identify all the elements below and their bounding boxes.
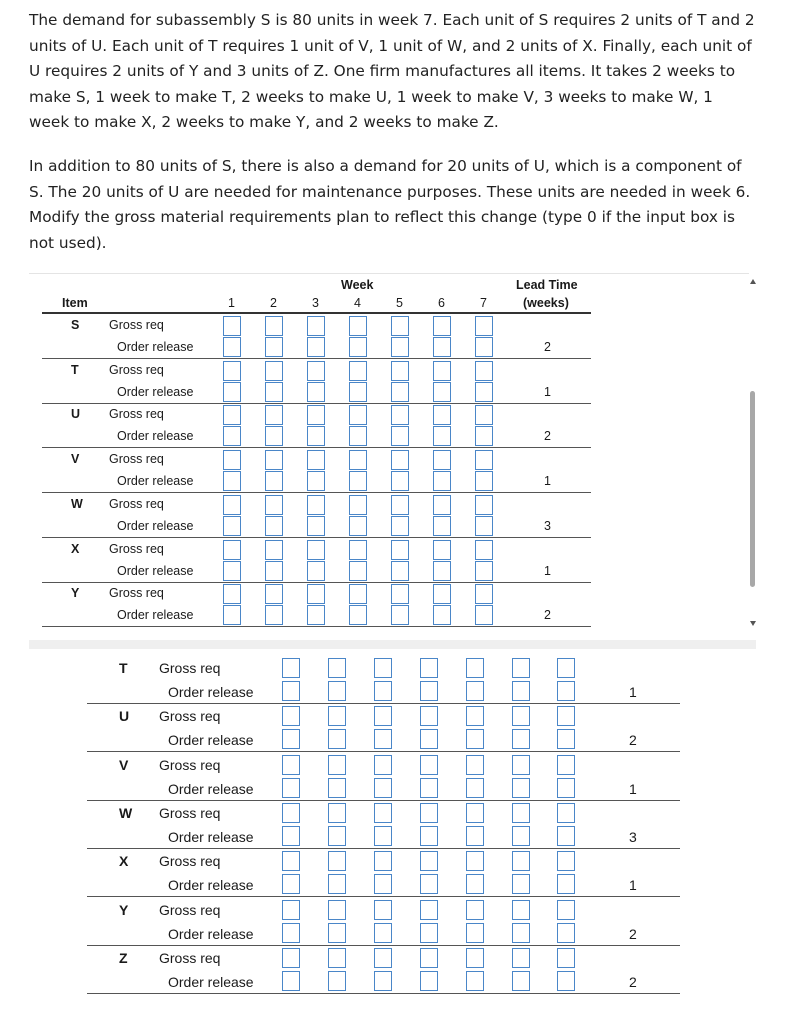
order-release-input-t-week-5[interactable]: [391, 382, 409, 402]
order-release-input-z-col-3[interactable]: [374, 971, 392, 991]
row-divider: [87, 800, 680, 801]
gross-req-input-t-week-6[interactable]: [433, 361, 451, 381]
order-release-label: Order release: [117, 429, 194, 444]
order-release-input-w-col-4[interactable]: [420, 826, 438, 846]
gross-req-input-y-week-7[interactable]: [475, 584, 493, 604]
order-release-label: Order release: [168, 732, 254, 749]
gross-req-input-t-col-6[interactable]: [512, 658, 530, 678]
gross-req-input-t-col-1[interactable]: [282, 658, 300, 678]
order-release-input-y-week-5[interactable]: [391, 605, 409, 625]
order-release-input-u-col-3[interactable]: [374, 729, 392, 749]
gross-req-input-z-col-5[interactable]: [466, 948, 484, 968]
gross-req-input-x-week-3[interactable]: [307, 540, 325, 560]
gross-req-label: Gross req: [159, 853, 221, 870]
order-release-input-x-col-4[interactable]: [420, 874, 438, 894]
order-release-input-u-col-1[interactable]: [282, 729, 300, 749]
order-release-input-t-week-3[interactable]: [307, 382, 325, 402]
gross-req-label: Gross req: [159, 949, 221, 966]
order-release-input-v-week-2[interactable]: [265, 471, 283, 491]
gross-req-input-u-week-4[interactable]: [349, 405, 367, 425]
lead-time-w: 3: [544, 518, 551, 533]
lead-time-v: 1: [629, 780, 637, 797]
gross-req-input-x-col-2[interactable]: [328, 851, 346, 871]
week-number-3: 3: [312, 296, 319, 310]
mrp-table-upper: [29, 273, 749, 636]
order-release-input-v-week-7[interactable]: [475, 471, 493, 491]
order-release-input-s-week-3[interactable]: [307, 337, 325, 357]
vertical-scrollbar[interactable]: [749, 273, 759, 635]
gross-req-label: Gross req: [109, 318, 164, 332]
gross-req-input-t-week-3[interactable]: [307, 361, 325, 381]
order-release-label: Order release: [168, 925, 254, 942]
lead-time-y: 2: [629, 925, 637, 942]
gross-req-input-u-col-2[interactable]: [328, 706, 346, 726]
gross-req-input-x-col-3[interactable]: [374, 851, 392, 871]
gross-req-input-y-col-7[interactable]: [557, 900, 575, 920]
lead-time-t: 1: [544, 384, 551, 399]
gross-req-input-v-col-4[interactable]: [420, 755, 438, 775]
order-release-input-u-week-2[interactable]: [265, 426, 283, 446]
order-release-input-s-week-7[interactable]: [475, 337, 493, 357]
order-release-input-u-col-2[interactable]: [328, 729, 346, 749]
order-release-input-x-col-2[interactable]: [328, 874, 346, 894]
gross-req-input-u-col-1[interactable]: [282, 706, 300, 726]
gross-req-label: Gross req: [109, 362, 164, 377]
order-release-input-v-week-6[interactable]: [433, 471, 451, 491]
order-release-input-t-col-2[interactable]: [328, 681, 346, 701]
order-release-label: Order release: [168, 684, 254, 700]
lead-time-unit-header: (weeks): [523, 296, 569, 310]
order-release-input-x-col-3[interactable]: [374, 874, 392, 894]
section-divider: [29, 640, 756, 649]
gross-req-input-t-col-3[interactable]: [374, 658, 392, 678]
order-release-input-z-col-2[interactable]: [328, 971, 346, 991]
gross-req-input-y-col-2[interactable]: [328, 900, 346, 920]
gross-req-input-w-week-7[interactable]: [475, 495, 493, 515]
gross-req-input-v-col-2[interactable]: [328, 755, 346, 775]
order-release-input-u-week-7[interactable]: [475, 426, 493, 446]
order-release-input-y-col-6[interactable]: [512, 923, 530, 943]
order-release-input-t-col-4[interactable]: [420, 681, 438, 701]
lead-time-w: 3: [629, 828, 637, 845]
gross-req-input-u-week-2[interactable]: [265, 405, 283, 425]
order-release-input-w-col-3[interactable]: [374, 826, 392, 846]
order-release-input-y-col-1[interactable]: [282, 923, 300, 943]
order-release-input-w-col-1[interactable]: [282, 826, 300, 846]
gross-req-input-w-week-4[interactable]: [349, 495, 367, 515]
gross-req-input-w-col-2[interactable]: [328, 803, 346, 823]
gross-req-input-y-week-2[interactable]: [265, 584, 283, 604]
order-release-input-y-col-2[interactable]: [328, 923, 346, 943]
item-code-u: U: [119, 708, 130, 725]
gross-req-label: Gross req: [159, 804, 221, 821]
gross-req-input-x-col-5[interactable]: [466, 851, 484, 871]
order-release-input-x-week-6[interactable]: [433, 561, 451, 581]
gross-req-input-y-col-6[interactable]: [512, 900, 530, 920]
order-release-input-u-col-7[interactable]: [557, 729, 575, 749]
order-release-input-u-week-1[interactable]: [223, 426, 241, 446]
order-release-input-v-week-1[interactable]: [223, 471, 241, 491]
row-divider: [42, 537, 591, 538]
gross-req-label: Gross req: [109, 586, 164, 601]
order-release-input-x-col-1[interactable]: [282, 874, 300, 894]
item-code-x: X: [119, 853, 129, 870]
row-divider: [87, 896, 680, 897]
gross-req-input-s-week-7[interactable]: [475, 316, 493, 336]
gross-req-label: Gross req: [109, 452, 164, 467]
order-release-input-x-week-4[interactable]: [349, 561, 367, 581]
gross-req-input-u-week-5[interactable]: [391, 405, 409, 425]
lead-time-y: 2: [544, 608, 551, 623]
order-release-input-w-week-6[interactable]: [433, 516, 451, 536]
gross-req-input-w-col-5[interactable]: [466, 803, 484, 823]
order-release-input-t-col-3[interactable]: [374, 681, 392, 701]
item-code-z: Z: [119, 949, 128, 966]
order-release-input-t-col-6[interactable]: [512, 681, 530, 701]
problem-paragraph-1: The demand for subassembly S is 80 units in week 7. Each unit of S requires 2 units of T and 2 units of U. Each unit of T requires 1 unit of V, 1 unit of W, and 2 units of X. Finally, each unit of U requires 2 units of Y and 3 units of Z. One firm manufactures all items. It takes 2 weeks to make S, 1 week to make T, 2 weeks to make U, 1 week to make V, 3 weeks to make W, 1 week to make X, 2 weeks to make Y, and 2 weeks to make Z.: [29, 11, 755, 131]
gross-req-input-v-week-4[interactable]: [349, 450, 367, 470]
order-release-label: Order release: [117, 384, 194, 399]
order-release-input-u-col-4[interactable]: [420, 729, 438, 749]
order-release-input-z-col-4[interactable]: [420, 971, 438, 991]
order-release-input-u-week-4[interactable]: [349, 426, 367, 446]
gross-req-input-y-col-5[interactable]: [466, 900, 484, 920]
gross-req-input-w-week-1[interactable]: [223, 495, 241, 515]
gross-req-input-v-week-5[interactable]: [391, 450, 409, 470]
order-release-input-z-col-6[interactable]: [512, 971, 530, 991]
gross-req-input-w-week-3[interactable]: [307, 495, 325, 515]
lead-time-z: 2: [629, 973, 637, 990]
order-release-input-t-col-7[interactable]: [557, 681, 575, 701]
order-release-input-y-col-7[interactable]: [557, 923, 575, 943]
order-release-input-v-col-2[interactable]: [328, 778, 346, 798]
gross-req-input-z-col-6[interactable]: [512, 948, 530, 968]
item-header: Item: [62, 296, 88, 310]
order-release-input-x-week-2[interactable]: [265, 561, 283, 581]
gross-req-input-z-col-4[interactable]: [420, 948, 438, 968]
scroll-up-arrow-icon[interactable]: [750, 279, 756, 284]
gross-req-input-u-col-5[interactable]: [466, 706, 484, 726]
gross-req-label: Gross req: [109, 407, 164, 422]
order-release-input-y-col-4[interactable]: [420, 923, 438, 943]
gross-req-input-v-week-1[interactable]: [223, 450, 241, 470]
row-divider: [42, 403, 591, 404]
gross-req-input-t-week-5[interactable]: [391, 361, 409, 381]
order-release-input-x-week-5[interactable]: [391, 561, 409, 581]
gross-req-input-v-week-2[interactable]: [265, 450, 283, 470]
row-divider: [87, 751, 680, 752]
header-divider: [42, 312, 591, 314]
order-release-input-w-week-4[interactable]: [349, 516, 367, 536]
order-release-input-s-week-6[interactable]: [433, 337, 451, 357]
order-release-input-s-week-1[interactable]: [223, 337, 241, 357]
row-divider: [42, 582, 591, 583]
gross-req-input-x-week-4[interactable]: [349, 540, 367, 560]
order-release-input-y-week-4[interactable]: [349, 605, 367, 625]
gross-req-input-t-col-5[interactable]: [466, 658, 484, 678]
order-release-input-x-week-1[interactable]: [223, 561, 241, 581]
gross-req-input-u-col-4[interactable]: [420, 706, 438, 726]
order-release-input-y-col-3[interactable]: [374, 923, 392, 943]
order-release-label: Order release: [117, 608, 194, 623]
row-divider: [42, 626, 591, 627]
gross-req-input-v-col-7[interactable]: [557, 755, 575, 775]
problem-paragraph-2: In addition to 80 units of S, there is also a demand for 20 units of U, which is a component of S. The 20 units of U are needed for maintenance purposes. These units are needed in week 6. Modify the gross material requirements plan to reflect this change (type 0 if the input box is not used).: [29, 157, 751, 252]
scrollbar-thumb[interactable]: [750, 391, 755, 587]
gross-req-input-w-col-7[interactable]: [557, 803, 575, 823]
lead-time-header: Lead Time: [516, 278, 578, 292]
lead-time-x: 1: [544, 563, 551, 578]
gross-req-input-s-week-6[interactable]: [433, 316, 451, 336]
gross-req-input-y-week-5[interactable]: [391, 584, 409, 604]
order-release-input-w-col-7[interactable]: [557, 826, 575, 846]
order-release-input-t-week-6[interactable]: [433, 382, 451, 402]
gross-req-input-w-week-5[interactable]: [391, 495, 409, 515]
order-release-input-s-week-5[interactable]: [391, 337, 409, 357]
gross-req-input-y-col-4[interactable]: [420, 900, 438, 920]
order-release-input-v-col-5[interactable]: [466, 778, 484, 798]
item-code-v: V: [71, 452, 80, 467]
gross-req-input-t-week-2[interactable]: [265, 361, 283, 381]
order-release-input-x-col-6[interactable]: [512, 874, 530, 894]
lead-time-t: 1: [629, 684, 637, 700]
gross-req-input-v-week-7[interactable]: [475, 450, 493, 470]
gross-req-input-y-week-1[interactable]: [223, 584, 241, 604]
gross-req-input-t-col-2[interactable]: [328, 658, 346, 678]
order-release-input-v-col-3[interactable]: [374, 778, 392, 798]
gross-req-input-u-week-6[interactable]: [433, 405, 451, 425]
order-release-input-t-week-7[interactable]: [475, 382, 493, 402]
row-divider: [87, 703, 680, 704]
gross-req-input-v-col-5[interactable]: [466, 755, 484, 775]
lead-time-x: 1: [629, 877, 637, 894]
week-number-5: 5: [396, 296, 403, 310]
gross-req-input-x-week-2[interactable]: [265, 540, 283, 560]
row-divider: [42, 492, 591, 493]
order-release-input-w-col-5[interactable]: [466, 826, 484, 846]
week-number-4: 4: [354, 296, 361, 310]
gross-req-input-u-week-7[interactable]: [475, 405, 493, 425]
order-release-input-z-col-5[interactable]: [466, 971, 484, 991]
order-release-label: Order release: [117, 518, 194, 533]
gross-req-input-t-col-7[interactable]: [557, 658, 575, 678]
gross-req-input-y-week-6[interactable]: [433, 584, 451, 604]
item-code-t: T: [71, 362, 79, 377]
gross-req-input-u-col-3[interactable]: [374, 706, 392, 726]
item-code-t: T: [119, 660, 128, 676]
gross-req-input-x-col-6[interactable]: [512, 851, 530, 871]
gross-req-input-z-col-7[interactable]: [557, 948, 575, 968]
gross-req-input-v-col-1[interactable]: [282, 755, 300, 775]
order-release-input-w-week-1[interactable]: [223, 516, 241, 536]
order-release-input-x-col-5[interactable]: [466, 874, 484, 894]
gross-req-label: Gross req: [159, 756, 221, 773]
lead-time-u: 2: [544, 429, 551, 444]
gross-req-input-u-week-1[interactable]: [223, 405, 241, 425]
order-release-input-w-week-5[interactable]: [391, 516, 409, 536]
week-header: Week: [341, 278, 374, 292]
gross-req-input-x-col-1[interactable]: [282, 851, 300, 871]
gross-req-input-s-week-1[interactable]: [223, 316, 241, 336]
order-release-input-z-col-1[interactable]: [282, 971, 300, 991]
item-code-w: W: [71, 496, 83, 511]
gross-req-input-u-col-6[interactable]: [512, 706, 530, 726]
lead-time-v: 1: [544, 474, 551, 489]
gross-req-input-v-col-6[interactable]: [512, 755, 530, 775]
order-release-input-t-week-2[interactable]: [265, 382, 283, 402]
week-number-6: 6: [438, 296, 445, 310]
order-release-input-w-week-2[interactable]: [265, 516, 283, 536]
order-release-input-u-week-6[interactable]: [433, 426, 451, 446]
gross-req-input-y-col-1[interactable]: [282, 900, 300, 920]
order-release-input-y-week-7[interactable]: [475, 605, 493, 625]
item-code-y: Y: [71, 586, 80, 601]
order-release-input-x-week-3[interactable]: [307, 561, 325, 581]
order-release-label: Order release: [117, 474, 194, 489]
order-release-label: Order release: [168, 780, 254, 797]
order-release-input-t-week-4[interactable]: [349, 382, 367, 402]
order-release-label: Order release: [168, 828, 254, 845]
gross-req-input-y-week-3[interactable]: [307, 584, 325, 604]
gross-req-label: Gross req: [159, 660, 221, 676]
gross-req-input-x-week-1[interactable]: [223, 540, 241, 560]
order-release-input-v-col-7[interactable]: [557, 778, 575, 798]
order-release-input-u-week-5[interactable]: [391, 426, 409, 446]
order-release-input-x-col-7[interactable]: [557, 874, 575, 894]
gross-req-input-s-week-2[interactable]: [265, 316, 283, 336]
gross-req-input-t-week-4[interactable]: [349, 361, 367, 381]
gross-req-input-x-week-6[interactable]: [433, 540, 451, 560]
week-number-2: 2: [270, 296, 277, 310]
gross-req-input-t-week-1[interactable]: [223, 361, 241, 381]
gross-req-input-x-week-7[interactable]: [475, 540, 493, 560]
order-release-label: Order release: [168, 877, 254, 894]
order-release-input-y-week-6[interactable]: [433, 605, 451, 625]
order-release-input-y-week-3[interactable]: [307, 605, 325, 625]
order-release-input-t-col-1[interactable]: [282, 681, 300, 701]
week-number-7: 7: [480, 296, 487, 310]
gross-req-input-s-week-4[interactable]: [349, 316, 367, 336]
order-release-input-y-col-5[interactable]: [466, 923, 484, 943]
gross-req-input-w-week-2[interactable]: [265, 495, 283, 515]
gross-req-input-w-week-6[interactable]: [433, 495, 451, 515]
row-divider: [87, 848, 680, 849]
gross-req-input-w-col-3[interactable]: [374, 803, 392, 823]
gross-req-input-u-col-7[interactable]: [557, 706, 575, 726]
order-release-input-s-week-2[interactable]: [265, 337, 283, 357]
order-release-input-y-week-1[interactable]: [223, 605, 241, 625]
order-release-input-w-col-6[interactable]: [512, 826, 530, 846]
row-divider: [42, 358, 591, 359]
mrp-table-lower: [0, 649, 798, 1024]
item-code-w: W: [119, 804, 133, 821]
gross-req-input-w-col-6[interactable]: [512, 803, 530, 823]
order-release-input-w-week-3[interactable]: [307, 516, 325, 536]
row-divider: [42, 447, 591, 448]
item-code-v: V: [119, 756, 129, 773]
order-release-input-y-week-2[interactable]: [265, 605, 283, 625]
gross-req-input-t-week-7[interactable]: [475, 361, 493, 381]
gross-req-input-s-week-3[interactable]: [307, 316, 325, 336]
order-release-input-u-col-6[interactable]: [512, 729, 530, 749]
gross-req-label: Gross req: [159, 708, 221, 725]
gross-req-input-w-col-4[interactable]: [420, 803, 438, 823]
item-code-u: U: [71, 407, 81, 422]
gross-req-label: Gross req: [159, 901, 221, 918]
gross-req-input-v-col-3[interactable]: [374, 755, 392, 775]
order-release-label: Order release: [168, 973, 254, 990]
gross-req-input-x-week-5[interactable]: [391, 540, 409, 560]
order-release-input-v-week-4[interactable]: [349, 471, 367, 491]
gross-req-input-x-col-7[interactable]: [557, 851, 575, 871]
item-code-y: Y: [119, 901, 129, 918]
row-divider: [87, 945, 680, 946]
gross-req-input-y-week-4[interactable]: [349, 584, 367, 604]
gross-req-label: Gross req: [109, 496, 164, 511]
row-divider: [87, 993, 680, 994]
order-release-input-v-week-5[interactable]: [391, 471, 409, 491]
gross-req-input-z-col-2[interactable]: [328, 948, 346, 968]
gross-req-input-x-col-4[interactable]: [420, 851, 438, 871]
order-release-input-w-col-2[interactable]: [328, 826, 346, 846]
order-release-input-w-week-7[interactable]: [475, 516, 493, 536]
gross-req-input-z-col-1[interactable]: [282, 948, 300, 968]
order-release-input-v-col-1[interactable]: [282, 778, 300, 798]
order-release-input-v-week-3[interactable]: [307, 471, 325, 491]
lead-time-s: 2: [544, 340, 551, 354]
gross-req-label: Gross req: [109, 541, 164, 556]
gross-req-input-z-col-3[interactable]: [374, 948, 392, 968]
item-code-s: S: [71, 318, 80, 332]
lead-time-u: 2: [629, 732, 637, 749]
item-code-x: X: [71, 541, 80, 556]
scroll-down-arrow-icon[interactable]: [750, 621, 756, 626]
gross-req-input-u-week-3[interactable]: [307, 405, 325, 425]
order-release-input-s-week-4[interactable]: [349, 337, 367, 357]
order-release-input-x-week-7[interactable]: [475, 561, 493, 581]
order-release-label: Order release: [117, 340, 194, 354]
gross-req-input-v-week-3[interactable]: [307, 450, 325, 470]
gross-req-input-w-col-1[interactable]: [282, 803, 300, 823]
order-release-input-t-col-5[interactable]: [466, 681, 484, 701]
gross-req-input-y-col-3[interactable]: [374, 900, 392, 920]
gross-req-input-t-col-4[interactable]: [420, 658, 438, 678]
order-release-label: Order release: [117, 563, 194, 578]
order-release-input-u-col-5[interactable]: [466, 729, 484, 749]
order-release-input-z-col-7[interactable]: [557, 971, 575, 991]
order-release-input-v-col-4[interactable]: [420, 778, 438, 798]
order-release-input-v-col-6[interactable]: [512, 778, 530, 798]
gross-req-input-v-week-6[interactable]: [433, 450, 451, 470]
gross-req-input-s-week-5[interactable]: [391, 316, 409, 336]
week-number-1: 1: [228, 296, 235, 310]
order-release-input-u-week-3[interactable]: [307, 426, 325, 446]
order-release-input-t-week-1[interactable]: [223, 382, 241, 402]
